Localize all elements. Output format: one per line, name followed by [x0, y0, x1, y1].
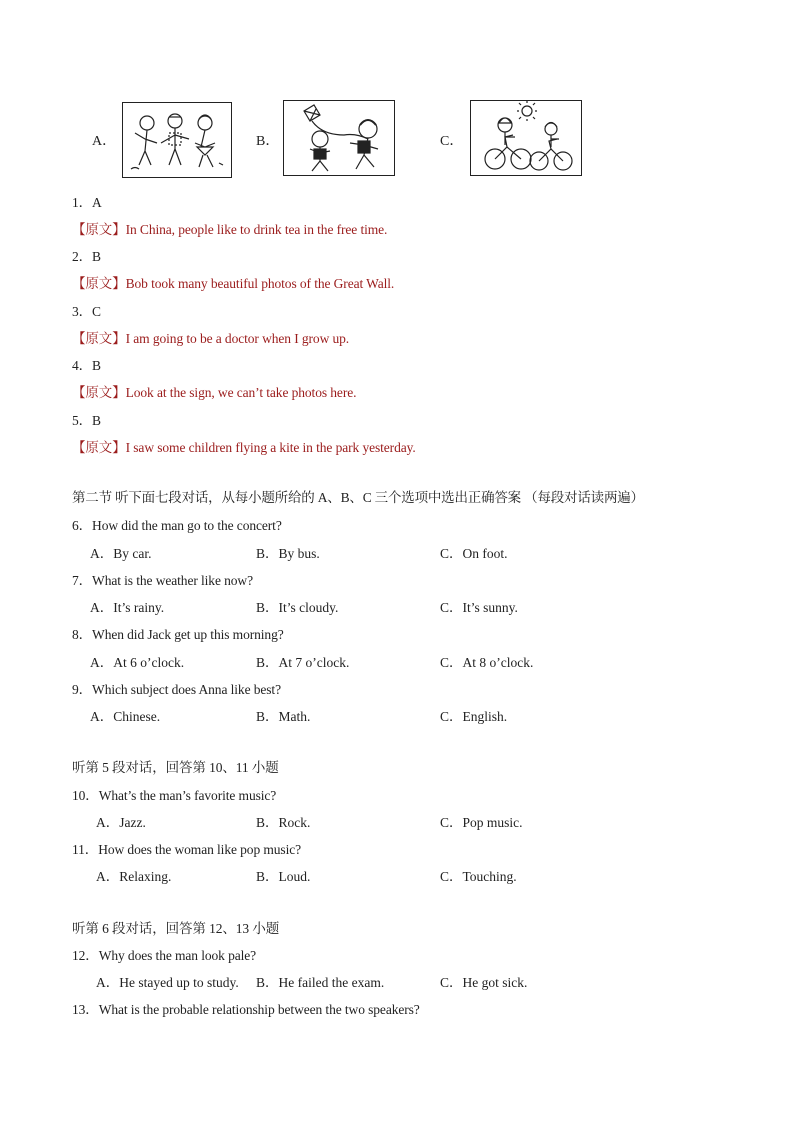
question-9-option-a: A．Chinese. [90, 709, 161, 724]
question-8-option-c: C．At 8 o’clock. [440, 655, 534, 670]
transcript-tag: 【原文】 [72, 276, 126, 291]
picture-c-label: C． [440, 134, 464, 149]
picture-b-label: B． [256, 134, 280, 149]
question-7: 7．What is the weather like now? [72, 573, 253, 588]
transcript-text: I saw some children flying a kite in the park yesterday. [125, 440, 416, 455]
question-8-option-a: A．At 6 o’clock. [90, 655, 185, 670]
transcript-text: Bob took many beautiful photos of the Great Wall. [125, 276, 395, 291]
children-riding-bikes-picture [470, 100, 582, 176]
children-flying-kite-picture [283, 100, 395, 176]
question-11: 11．How does the woman like pop music? [72, 842, 302, 857]
answer-2-transcript [72, 272, 394, 292]
question-12: 12．Why does the man look pale? [72, 948, 257, 963]
question-11-option-a: A．Relaxing. [96, 869, 172, 884]
transcript-tag: 【原文】 [72, 222, 126, 237]
question-8-option-b: B．At 7 o’clock. [256, 655, 350, 670]
transcript-tag: 【原文】 [72, 440, 126, 455]
question-12-option-b: B．He failed the exam. [256, 975, 385, 990]
question-8: 8．When did Jack get up this morning? [72, 627, 284, 642]
question-12-option-c: C．He got sick. [440, 975, 528, 990]
question-6-option-b: B．By bus. [256, 546, 320, 561]
group-5-heading: 听第 5 段对话，回答第 10、11 小题 [72, 760, 279, 775]
question-13: 13．What is the probable relationship between the two speakers? [72, 1002, 420, 1017]
answer-1-number: 1．A [72, 195, 102, 210]
answer-4-number: 4．B [72, 358, 101, 373]
picture-a-label: A． [92, 134, 117, 149]
question-7-option-b: B．It’s cloudy. [256, 600, 339, 615]
question-7-option-c: C．It’s sunny. [440, 600, 518, 615]
question-7-option-a: A．It’s rainy. [90, 600, 165, 615]
question-10-option-b: B．Rock. [256, 815, 311, 830]
question-10-option-c: C．Pop music. [440, 815, 523, 830]
question-9-option-c: C．English. [440, 709, 508, 724]
question-10: 10．What’s the man’s favorite music? [72, 788, 277, 803]
answer-5-number: 5．B [72, 413, 101, 428]
question-10-option-a: A．Jazz. [96, 815, 146, 830]
answer-4-transcript [72, 381, 356, 401]
question-6-option-a: A．By car. [90, 546, 152, 561]
question-6: 6．How did the man go to the concert? [72, 518, 282, 533]
question-9-option-b: B．Math. [256, 709, 311, 724]
transcript-text: In China, people like to drink tea in the free time. [125, 222, 388, 237]
section-2-heading: 第二节 听下面七段对话，从每小题所给的 A、B、C 三个选项中选出正确答案 （每段对话读两遍） [72, 490, 644, 505]
transcript-tag: 【原文】 [72, 385, 126, 400]
transcript-tag: 【原文】 [72, 331, 126, 346]
question-6-option-c: C．On foot. [440, 546, 508, 561]
answer-1-transcript [72, 218, 387, 238]
answer-2-number: 2．B [72, 249, 101, 264]
picture-options-row [0, 100, 794, 180]
question-12-option-a: A．He stayed up to study. [96, 975, 239, 990]
answer-3-transcript [72, 327, 349, 347]
question-9: 9．Which subject does Anna like best? [72, 682, 281, 697]
answer-3-number: 3．C [72, 304, 101, 319]
transcript-text: I am going to be a doctor when I grow up. [125, 331, 350, 346]
transcript-text: Look at the sign, we can’t take photos here. [125, 385, 357, 400]
children-dancing-picture [122, 102, 232, 178]
question-11-option-b: B．Loud. [256, 869, 311, 884]
answer-5-transcript [72, 436, 416, 456]
group-6-heading: 听第 6 段对话，回答第 12、13 小题 [72, 921, 280, 936]
question-11-option-c: C．Touching. [440, 869, 517, 884]
